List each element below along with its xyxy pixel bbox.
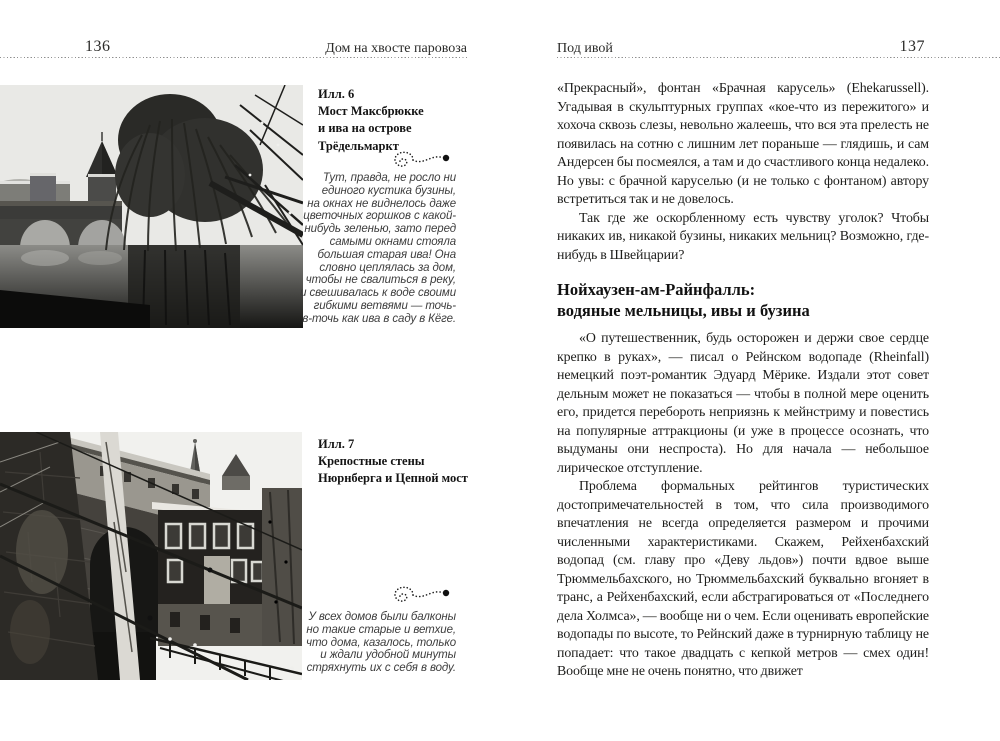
figure2-quote: У всех домов были балконы но такие старые и ветхие, что дома, казалось, только и ждали удобной минуты стряхнуть их с себя в воду. [306,611,456,675]
left-running-title: Дом на хвосте паровоза [325,41,467,56]
body-text-column [557,80,929,682]
bridge-willow-illustration [0,85,303,328]
fortress-chain-bridge-illustration [0,432,302,680]
left-header-rule [0,57,467,59]
figure1-quote: Тут, правда, не росло ни единого кустика бузины, на окнах не виднелось даже цветочных горшков с какой- нибудь зеленью, зато перед самыми окнами стояла большая старая ива! Она словно цеплялась за дом, чтобы не свалиться в реку, и свешивалась к воде своими гибкими ветвями — точь- в-точь как ива в саду в Кёге. [300,172,456,325]
right-header-rule [557,57,1000,59]
right-running-title: Под ивой [557,41,613,56]
paragraph-ratings: Проблема формальных рейтингов туристических достопримечательностей в том, что сила производимого впечатления не всегда определяется размером и прочими численными характеристиками. Скажем, Рейхенбахский водопад (см. главу про «Деву льдов») почти вдвое выше Трюммельбахского, но Трюммельбахский буквально вгоняет в транс, а Рейхенбахский, если абстрагироваться от «Последнего дела Холмса», — вообще ни о чем. Если оценивать европейские водопады по высоте, то Рейнский даже в турнирную таблицу не попадает: что такое двадцать с кепкой метров — смех один! Вообще мне не очень понятно, что движет [557,479,929,679]
photo-bridge-willow [0,85,303,328]
figure2-caption: Илл. 7 Крепостные стены Нюрнберга и Цепной мост [318,437,468,486]
section-heading: Нойхаузен-ам-Райнфалль: водяные мельницы, ивы и бузина [557,280,810,320]
swirl-ornament-icon [377,582,453,608]
swirl-ornament-icon [377,147,453,173]
left-page-number: 136 [85,38,111,55]
photo-fortress-chain-bridge [0,432,302,680]
right-page-number: 137 [899,38,925,55]
figure1-caption: Илл. 6 Мост Максбрюкке и ива на острове Трёдельмаркт [318,87,424,153]
paragraph-corner: Так где же оскорбленному есть чувству уголок? Чтобы никаких ив, никакой бузины, никаких мельниц? Возможно, где-нибудь в Швейцарии? [557,210,929,263]
paragraph-fountain: «Прекрасный», фонтан «Брачная карусель» (Ehekarussell). Угадывая в скульптурных группах «кое-что из пережитого» и хохоча сквозь слезы, невольно жалеешь, что вся эта прелесть не появилась на сотню с лишним лет пораньше — глядишь, и сам Андерсен бы посмеялся, а там и до счастливого конца недалеко. Но увы: с брачной каруселью (и не только с фонтаном) автору встретиться так и не довелось. [557,81,929,207]
paragraph-rheinfall: «О путешественник, будь осторожен и держи свое сердце крепко в руках», — писал о Рейнском водопаде (Rheinfall) немецкий поэт-романтик Эдуард Мёрике. Издали этот совет дельным может не показаться — чтобы в полной мере оценить его, придется перебороть неприязнь к мейнстриму и повестись на популярные аттракционы (и уже в процессе осознать, что выдуманы они неспроста). Но для начала — небольшое лирическое отступление. [557,331,929,476]
